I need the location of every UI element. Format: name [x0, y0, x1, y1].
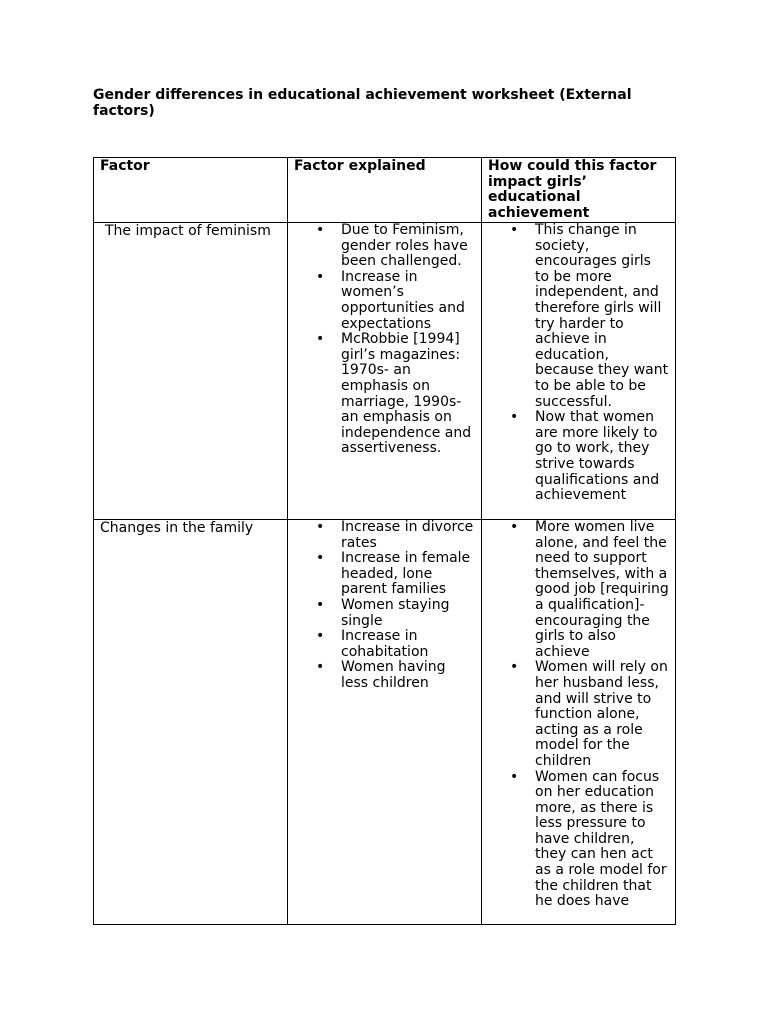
factor-cell — [94, 223, 288, 520]
list-item: • Increase in divorce rates — [294, 520, 475, 551]
table-row — [94, 223, 676, 520]
document-title: Gender differences in educational achievement worksheet (External factors) — [93, 87, 632, 119]
factor-cell — [94, 520, 288, 925]
impact-list — [488, 223, 669, 504]
list-item: • McRobbie [1994] girl’s magazines: 1970s- an emphasis on marriage, 1990s- an emphasis on independence and assertiveness. — [294, 332, 475, 457]
explained-list — [294, 223, 475, 457]
list-item: • Due to Feminism, gender roles have been challenged. — [294, 223, 475, 270]
list-item: • Women staying single — [294, 598, 475, 629]
explained-cell — [288, 223, 482, 520]
impact-cell — [482, 520, 676, 925]
list-item: • Now that women are more likely to go to work, they strive towards qualifications and achievement — [488, 410, 669, 504]
list-item: • Women having less children — [294, 660, 475, 691]
list-item: • Women will rely on her husband less, and will strive to function alone, acting as a role model for the children — [488, 660, 669, 769]
list-item: • This change in society, encourages girls to be more independent, and therefore girls will try harder to achieve in education, because they want to be able to be successful. — [488, 223, 669, 410]
list-item: • Increase in female headed, lone parent families — [294, 551, 475, 598]
table-row — [94, 520, 676, 925]
table-header-row — [94, 158, 676, 223]
list-item: • Increase in women’s opportunities and expectations — [294, 270, 475, 332]
explained-cell — [288, 520, 482, 925]
impact-list — [488, 520, 669, 910]
factor-name: Changes in the family — [100, 520, 254, 536]
factor-name: The impact of feminism — [105, 223, 271, 239]
list-item: • Increase in cohabitation — [294, 629, 475, 660]
explained-list — [294, 520, 475, 692]
list-item: • Women can focus on her education more, as there is less pressure to have children, they can hen act as a role model for the children that he does have — [488, 770, 669, 910]
header-factor-explained: Factor explained — [288, 158, 482, 223]
impact-cell — [482, 223, 676, 520]
worksheet-table — [93, 157, 676, 925]
list-item: • More women live alone, and feel the need to support themselves, with a good job [requiring a qualification]- encouraging the girls to also achieve — [488, 520, 669, 660]
header-factor: Factor — [94, 158, 288, 223]
header-impact: How could this factor impact girls’ educational achievement — [482, 158, 676, 223]
